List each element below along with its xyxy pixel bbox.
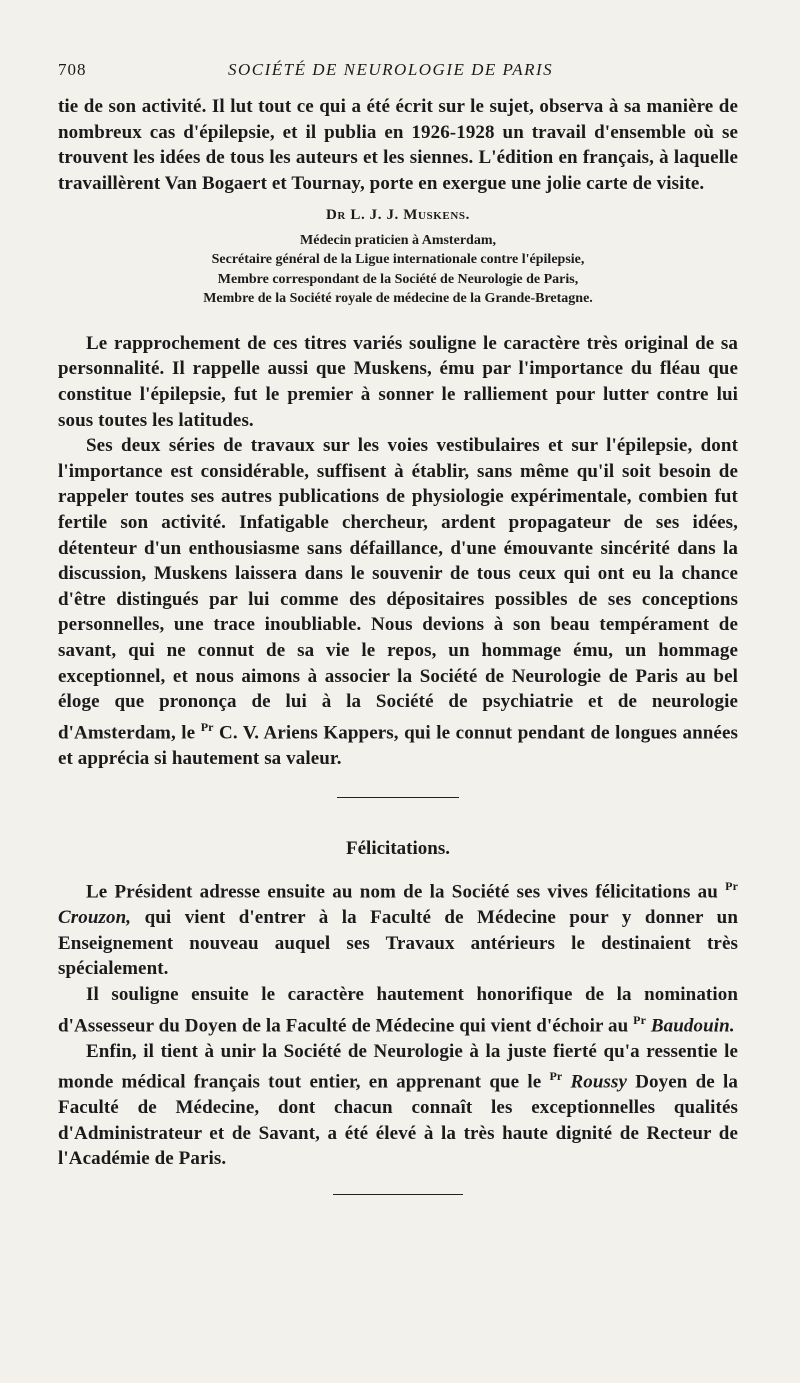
visiting-card-name-prefix: Dr [326, 207, 346, 224]
page-number: 708 [58, 60, 87, 79]
felicitations-paragraph-3 [58, 1039, 738, 1172]
visiting-card [58, 206, 738, 309]
kappers-title: Pr [200, 719, 214, 734]
person-name: Crouzon, [58, 907, 132, 929]
professor-title: Pr [633, 1012, 647, 1027]
section-heading: Félicitations. [346, 838, 450, 860]
person-name: Baudouin. [650, 1014, 735, 1036]
visiting-card-line: Membre correspondant de la Société de Neurologie de Paris, [217, 271, 579, 287]
professor-title: Pr [725, 879, 738, 894]
page [58, 60, 738, 1195]
felicitations-paragraph-1 [58, 874, 738, 982]
intro-paragraph: tie de son activité. Il lut tout ce qui a été écrit sur le sujet, observa à sa manière de nombreux cas d'épilepsie, et il publia en 1926-1928 un travail d'ensemble où se trouvent les idées de tous les auteurs et les siennes. L'édition en français, à laquelle travaillèrent Van Bogaert et Tournay, porte en exergue une jolie carte de visite. [58, 96, 738, 194]
felicitations-text: Il souligne ensuite le caractère hautement honorifique de la nomination d'Assesseur du Doyen de la Faculté de Médecine qui vient d'échoir au [58, 984, 738, 1036]
felicitations-text: Le Président adresse ensuite au nom de la Société ses vives félicitations au [86, 881, 718, 903]
visiting-card-name [58, 206, 738, 226]
section-divider [337, 797, 459, 798]
body-paragraph: Le rapprochement de ces titres variés souligne le caractère très original de sa personnalité. Il rappelle aussi que Muskens, ému par l'importance du fléau que constitue l'épilepsie, fut le premier à sonner le ralliement pour lutter contre lui sous toutes les latitudes. [58, 332, 738, 431]
visiting-card-line: Secrétaire général de la Ligue internationale contre l'épilepsie, [211, 252, 585, 268]
person-name: Roussy [570, 1071, 628, 1093]
visiting-card-name-text: L. J. J. Muskens. [350, 207, 470, 224]
body-paragraph-end: C. V. Ariens Kappers, qui le connut pendant de longues années et apprécia si hautement sa valeur. [58, 722, 738, 769]
felicitations-text: qui vient d'entrer à la Faculté de Médecine pour y donner un Enseignement nouveau auquel ses Travaux antérieurs le destinaient très spécialement. [58, 907, 738, 980]
running-head [58, 60, 738, 90]
felicitations-paragraph-2 [58, 982, 738, 1039]
felicitations-text: Doyen de la Faculté de Médecine, dont chacun connaît les exceptionnelles qualités d'Administrateur et de Savant, a été élevé à la très haute dignité de Recteur de l'Académie de Paris. [58, 1071, 738, 1170]
closing-divider [333, 1194, 463, 1195]
body-paragraph-text: Ses deux séries de travaux sur les voies vestibulaires et sur l'épilepsie, dont l'importance est considérable, suffisent à établir, sans même qu'il soit besoin de rappeler toutes ses autres publications de physiologie expérimentale, combien fut fertile son activité. Infatigable chercheur, ardent propagateur de ses idées, détenteur d'un enthousiasme sans défaillance, d'une émouvante sincérité dans la discussion, Muskens laissera dans le souvenir de tous ceux qui ont eu la chance d'être distingués par lui comme des dépositaires possibles de ses conceptions personnelles, une trace inoubliable. Nous devions à son beau tempérament de savant, qui ne connut de sa vie le repos, un hommage ému, un hommage exceptionnel, et nous aimons à associer la Société de Neurologie de Paris au bel éloge que prononça de lui à la Société de psychiatrie et de neurologie d'Amsterdam, le [58, 435, 738, 744]
body-paragraph [58, 433, 738, 771]
running-title: SOCIÉTÉ DE NEUROLOGIE DE PARIS [228, 60, 554, 79]
visiting-card-line: Médecin praticien à Amsterdam, [300, 232, 496, 248]
felicitations-text: Enfin, il tient à unir la Société de Neurologie à la juste fierté qu'a ressentie le monde médical français tout entier, en apprenant que le [58, 1040, 738, 1093]
visiting-card-line: Membre de la Société royale de médecine de la Grande-Bretagne. [203, 291, 593, 307]
professor-title: Pr [549, 1069, 563, 1084]
